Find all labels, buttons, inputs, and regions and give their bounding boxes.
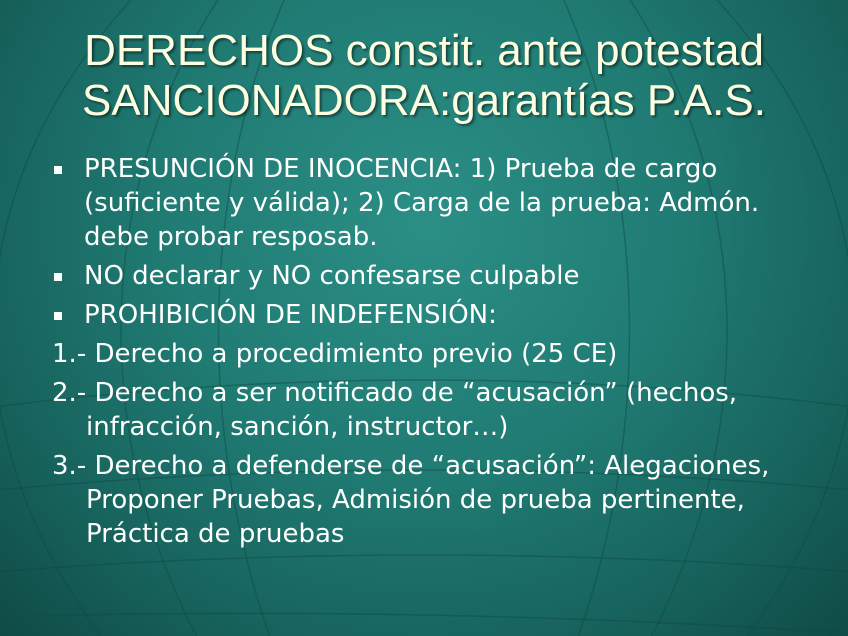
slide-body xyxy=(46,152,826,556)
square-bullet-icon xyxy=(54,312,62,320)
bullet-item xyxy=(46,259,826,293)
bullet-text: PROHIBICIÓN DE INDEFENSIÓN: xyxy=(84,300,497,330)
bullet-text: PRESUNCIÓN DE INOCENCIA: 1) Prueba de cargo (suficiente y válida); 2) Carga de la prueba: Admón. debe probar resposab. xyxy=(84,154,760,252)
numbered-item: 3.- Derecho a defenderse de “acusación”: Alegaciones, Proponer Pruebas, Admisión de prueba pertinente, Práctica de pruebas xyxy=(52,451,770,549)
bullet-item xyxy=(46,152,826,254)
slide-title xyxy=(0,26,848,126)
square-bullet-icon xyxy=(54,273,62,281)
bullet-text: NO declarar y NO confesarse culpable xyxy=(84,261,580,291)
square-bullet-icon xyxy=(54,166,62,174)
slide-title-line-1: DERECHOS constit. ante potestad xyxy=(84,26,764,75)
bullet-item xyxy=(46,298,826,332)
numbered-item: 1.- Derecho a procedimiento previo (25 CE) xyxy=(52,339,618,369)
numbered-item: 2.- Derecho a ser notificado de “acusación” (hechos, infracción, sanción, instructor…) xyxy=(52,378,738,442)
slide-title-line-2: SANCIONADORA:garantías P.A.S. xyxy=(82,76,766,125)
